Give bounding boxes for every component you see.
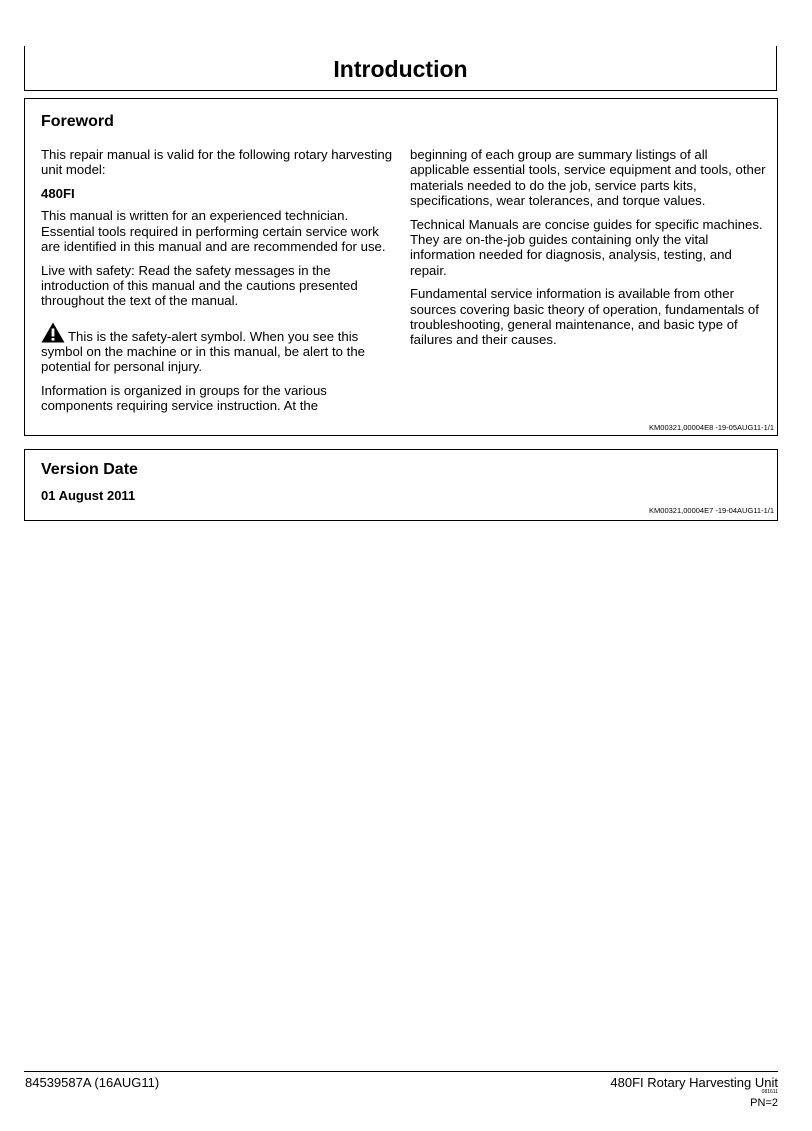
- foreword-paragraph: This repair manual is valid for the following rotary harvesting unit model:: [41, 147, 393, 178]
- version-date-value: 01 August 2011: [41, 488, 136, 503]
- footer-doc-number: 84539587A (16AUG11): [25, 1075, 160, 1090]
- foreword-paragraph: This manual is written for an experienced technician. Essential tools required in performing certain service work are identified in this manual and are recommended for use.: [41, 208, 386, 254]
- foreword-paragraph: Fundamental service information is available from other sources covering basic theory of operation, fundamentals of troubleshooting, general maintenance, and basic type of failures and their causes.: [410, 286, 759, 348]
- foreword-section: [24, 98, 778, 436]
- safety-alert-text: This is the safety-alert symbol. When you see this symbol on the machine or in this manual, be alert to the potential for personal injury.: [41, 328, 366, 375]
- foreword-paragraph: Information is organized in groups for the various components requiring service instruction. At the: [41, 383, 327, 414]
- foreword-left-column: [41, 147, 397, 422]
- page-title: Introduction: [333, 56, 468, 82]
- footer-page-number: PN=2: [750, 1097, 778, 1109]
- foreword-reference-code: KM00321,00004E8 -19-05AUG11-1/1: [649, 422, 774, 432]
- foreword-paragraph: Live with safety: Read the safety messages in the introduction of this manual and the cautions presented throughout the text of the manual.: [41, 262, 358, 309]
- page-header: [24, 46, 777, 91]
- foreword-title: Foreword: [41, 113, 114, 130]
- footer-product-name: 480FI Rotary Harvesting Unit: [610, 1075, 778, 1090]
- foreword-right-column: [410, 147, 766, 356]
- version-date-section: [24, 449, 778, 521]
- foreword-paragraph: beginning of each group are summary listings of all applicable essential tools, service equipment and tools, other materials needed to do the job, service parts kits, specifications, wear tolerances, and torque values.: [410, 147, 766, 208]
- safety-alert-paragraph: [41, 322, 397, 375]
- version-date-title: Version Date: [41, 461, 138, 478]
- footer-small-code: 081611: [761, 1089, 778, 1095]
- footer-divider: [24, 1071, 778, 1072]
- model-name: 480FI: [41, 186, 75, 202]
- safety-alert-icon: [41, 322, 65, 343]
- foreword-paragraph: Technical Manuals are concise guides for specific machines. They are on-the-job guides containing only the vital information needed for diagnosis, analysis, testing, and repair.: [410, 216, 763, 278]
- version-reference-code: KM00321,00004E7 -19-04AUG11-1/1: [649, 505, 774, 515]
